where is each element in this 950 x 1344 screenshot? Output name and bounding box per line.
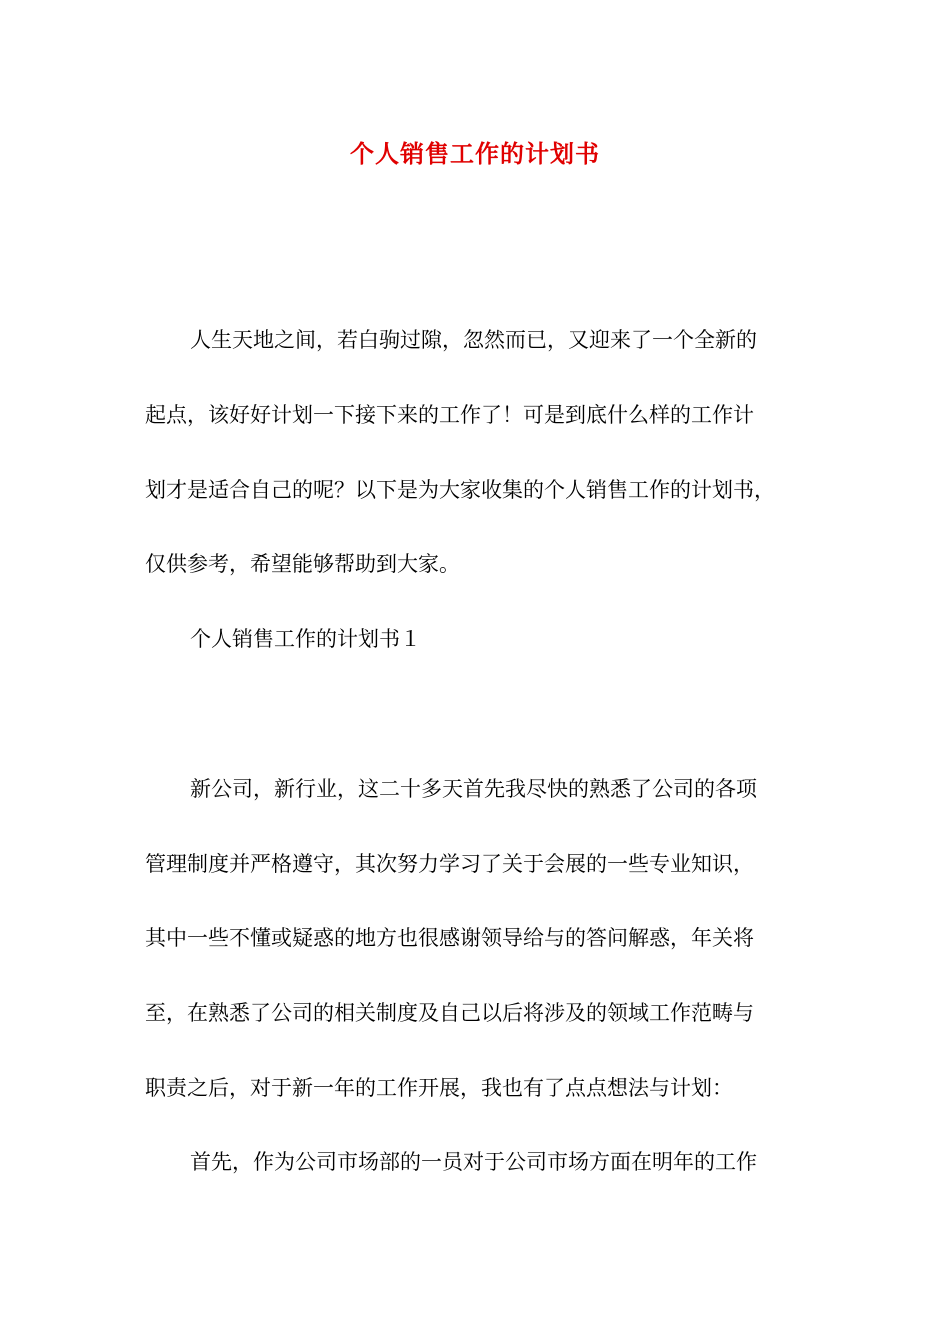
body-line-1: 新公司，新行业，这二十多天首先我尽快的熟悉了公司的各项 bbox=[190, 777, 757, 801]
body-line-4: 至，在熟悉了公司的相关制度及自己以后将涉及的领域工作范畴与 bbox=[145, 1001, 754, 1025]
body-line-6: 首先，作为公司市场部的一员对于公司市场方面在明年的工作 bbox=[190, 1150, 757, 1174]
intro-line-2: 起点，该好好计划一下接下来的工作了！可是到底什么样的工作计 bbox=[145, 403, 754, 427]
document-title: 个人销售工作的计划书 bbox=[350, 139, 600, 168]
body-line-3: 其中一些不懂或疑惑的地方也很感谢领导给与的答问解惑，年关将 bbox=[145, 926, 754, 950]
body-line-2: 管理制度并严格遵守，其次努力学习了关于会展的一些专业知识， bbox=[145, 852, 754, 876]
intro-line-3: 划才是适合自己的呢？以下是为大家收集的个人销售工作的计划书， bbox=[145, 478, 775, 502]
intro-line-1: 人生天地之间，若白驹过隙，忽然而已，又迎来了一个全新的 bbox=[190, 328, 757, 352]
section-heading: 个人销售工作的计划书１ bbox=[190, 627, 421, 651]
body-line-5: 职责之后，对于新一年的工作开展，我也有了点点想法与计划： bbox=[145, 1076, 733, 1100]
intro-line-4: 仅供参考，希望能够帮助到大家。 bbox=[145, 552, 460, 576]
